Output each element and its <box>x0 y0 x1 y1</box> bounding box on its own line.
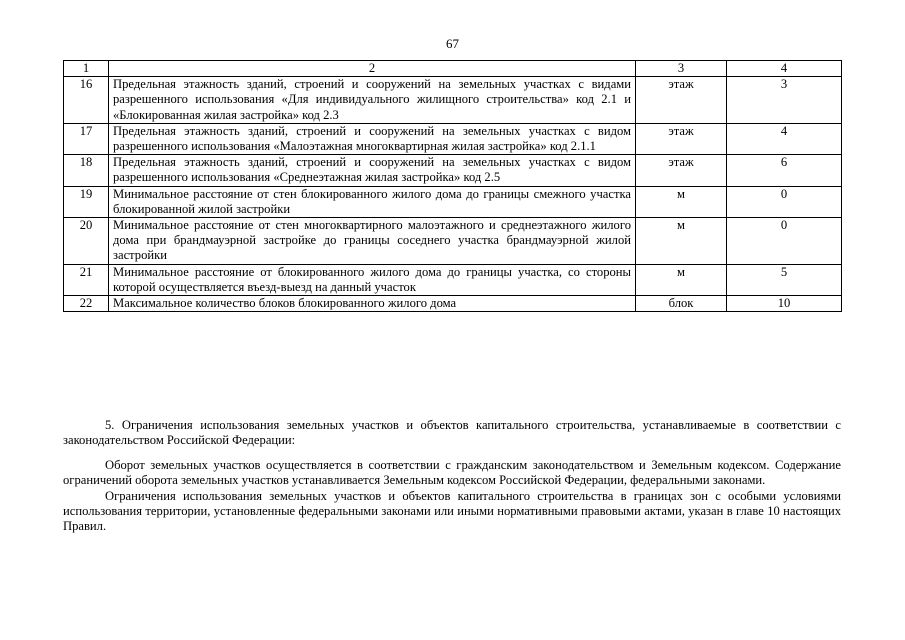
section-heading-paragraph: 5. Ограничения использования земельных участков и объектов капитального строительства, устанавливаемые в соответствии с законодательством Российской Федерации: <box>63 418 841 448</box>
row-value: 6 <box>727 155 842 186</box>
row-description: Минимальное расстояние от стен многоквартирного малоэтажного и среднеэтажного жилого дома при брандмауэрной застройке до границы соседнего участка брандмауэрной жилой застройки <box>109 218 636 265</box>
table-row <box>64 296 842 312</box>
column-header-2: 2 <box>109 61 636 77</box>
row-description: Предельная этажность зданий, строений и сооружений на земельных участках с видом разрешенного использования «Малоэтажная многоквартирная жилая застройка» код 2.1.1 <box>109 123 636 154</box>
row-unit: этаж <box>636 77 727 124</box>
paragraph: Ограничения использования земельных участков и объектов капитального строительства в границах зон с особыми условиями использования территории, установленные федеральными законами или иными нормативными правовыми актами, указан в главе 10 настоящих Правил. <box>63 488 841 534</box>
table-row <box>64 264 842 295</box>
column-header-4: 4 <box>727 61 842 77</box>
column-header-3: 3 <box>636 61 727 77</box>
row-value: 4 <box>727 123 842 154</box>
row-description: Предельная этажность зданий, строений и сооружений на земельных участках с видами разрешенного использования «Для индивидуального жилищного строительства» код 2.1 и «Блокированная жилая застройка» код 2.3 <box>109 77 636 124</box>
row-number: 17 <box>64 123 109 154</box>
body-text <box>63 418 841 535</box>
column-header-1: 1 <box>64 61 109 77</box>
row-value: 0 <box>727 218 842 265</box>
row-unit: этаж <box>636 155 727 186</box>
row-description: Предельная этажность зданий, строений и сооружений на земельных участках с видом разрешенного использования «Среднеэтажная жилая застройка» код 2.5 <box>109 155 636 186</box>
row-description: Минимальное расстояние от блокированного жилого дома до границы участка, со стороны которой осуществляется въезд-выезд на данный участок <box>109 264 636 295</box>
table-row <box>64 77 842 124</box>
row-unit: м <box>636 186 727 217</box>
row-unit: м <box>636 218 727 265</box>
table-row <box>64 123 842 154</box>
row-number: 19 <box>64 186 109 217</box>
paragraph: Оборот земельных участков осуществляется в соответствии с гражданским законодательством и Земельным кодексом. Содержание ограничений оборота земельных участков устанавливается Земельным кодексом Российской Федерации, федеральными законами. <box>63 457 841 488</box>
row-number: 18 <box>64 155 109 186</box>
row-value: 0 <box>727 186 842 217</box>
row-unit: м <box>636 264 727 295</box>
row-number: 20 <box>64 218 109 265</box>
row-number: 22 <box>64 296 109 312</box>
page-number: 67 <box>446 36 459 51</box>
table-header-row <box>64 61 842 77</box>
row-value: 10 <box>727 296 842 312</box>
row-number: 16 <box>64 77 109 124</box>
row-value: 3 <box>727 77 842 124</box>
row-unit: этаж <box>636 123 727 154</box>
regulations-table <box>63 60 842 312</box>
row-description: Минимальное расстояние от стен блокированного жилого дома до границы смежного участка блокированной жилой застройки <box>109 186 636 217</box>
row-description: Максимальное количество блоков блокированного жилого дома <box>109 296 636 312</box>
table-row <box>64 155 842 186</box>
row-value: 5 <box>727 264 842 295</box>
row-number: 21 <box>64 264 109 295</box>
table-row <box>64 218 842 265</box>
table-row <box>64 186 842 217</box>
row-unit: блок <box>636 296 727 312</box>
